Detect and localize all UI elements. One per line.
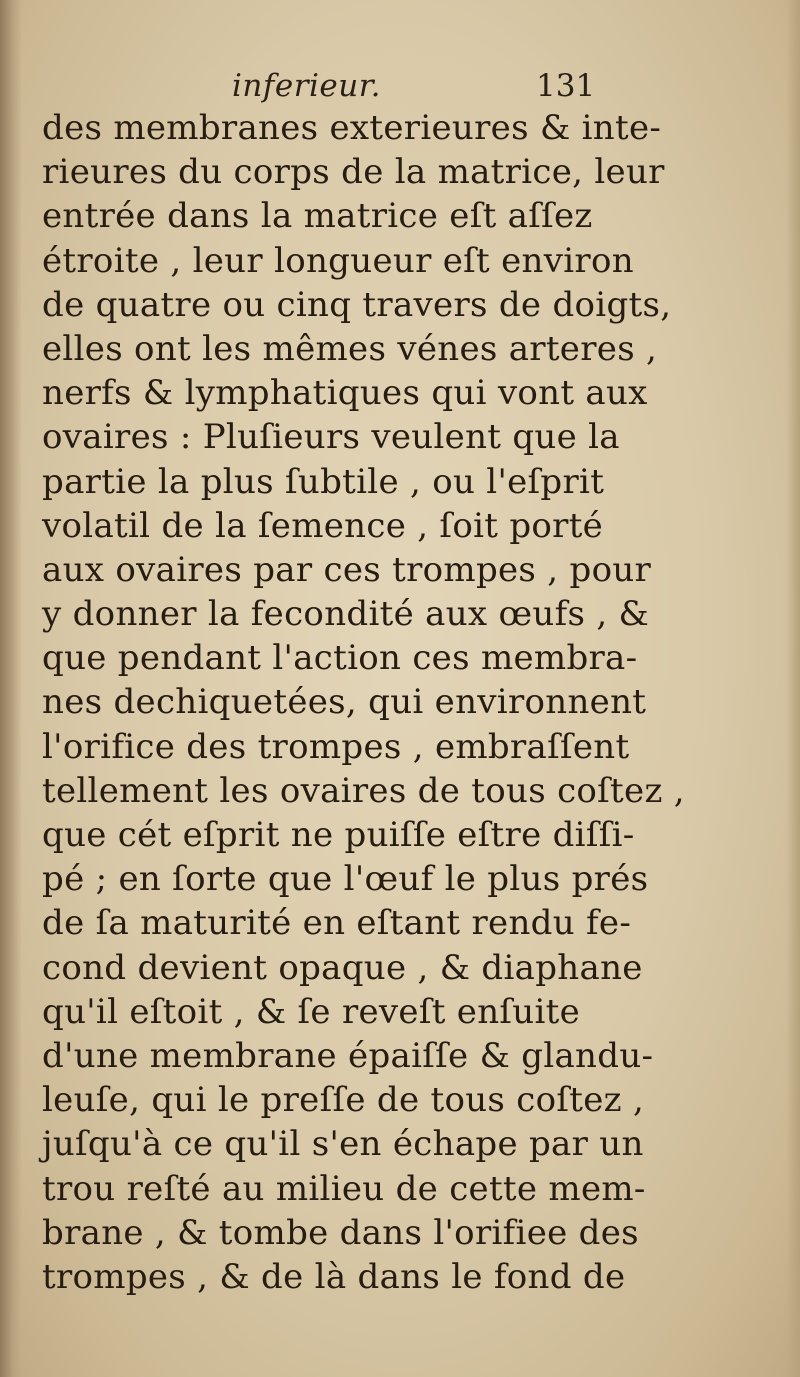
page-number: 131: [536, 68, 596, 104]
text-line: y donner la fecondité aux œufs , &: [42, 594, 650, 635]
text-line: nerfs & lymphatiques qui vont aux: [42, 373, 648, 414]
page-header: [40, 68, 740, 110]
text-line: rieures du corps de la matrice, leur: [42, 152, 665, 193]
page-binding-shadow: [0, 0, 22, 1377]
text-line: de ſa maturité en eſtant rendu fe-: [42, 903, 632, 944]
text-line: partie la plus ſubtile , ou l'eſprit: [42, 461, 605, 502]
text-line: étroite , leur longueur eſt environ: [42, 240, 634, 281]
text-line: entrée dans la matrice eſt aſſez: [42, 196, 593, 237]
page-edge-shadow: [786, 0, 800, 1377]
text-line: des membranes exterieures & inte-: [42, 108, 662, 148]
text-line: qu'il eſtoit , & ſe reveſt enſuite: [42, 991, 581, 1032]
text-line: tellement les ovaires de tous coſtez ,: [42, 770, 685, 811]
text-line: pé ; en ſorte que l'œuf le plus prés: [42, 859, 649, 900]
text-line: de quatre ou cinq travers de doigts,: [42, 284, 672, 325]
text-line: que cét eſprit ne puiſſe eſtre diſſi-: [42, 815, 635, 855]
text-line: trompes , & de là dans le fond de: [42, 1256, 626, 1297]
body-text: [42, 106, 685, 1299]
text-line: trou reſté au milieu de cette mem-: [42, 1168, 646, 1209]
text-line: nes dechiquetées, qui environnent: [42, 682, 647, 723]
text-line: volatil de la ſemence , ſoit porté: [42, 505, 604, 546]
text-line: que pendant l'action ces membra-: [42, 638, 638, 679]
text-line: brane , & tombe dans l'orifiee des: [42, 1212, 639, 1253]
running-head: inferieur.: [232, 68, 382, 104]
text-line: l'orifice des trompes , embraſſent: [42, 726, 630, 767]
text-line: ovaires : Pluſieurs veulent que la: [42, 417, 620, 458]
text-line: cond devient opaque , & diaphane: [42, 947, 643, 988]
text-line: aux ovaires par ces trompes , pour: [42, 549, 652, 590]
text-line: elles ont les mêmes vénes arteres ,: [42, 328, 658, 369]
text-line: juſqu'à ce qu'il s'en échape par un: [42, 1124, 644, 1165]
text-line: d'une membrane épaiſſe & glandu-: [42, 1035, 654, 1076]
text-line: leuſe, qui le preſſe de tous coſtez ,: [42, 1080, 645, 1121]
